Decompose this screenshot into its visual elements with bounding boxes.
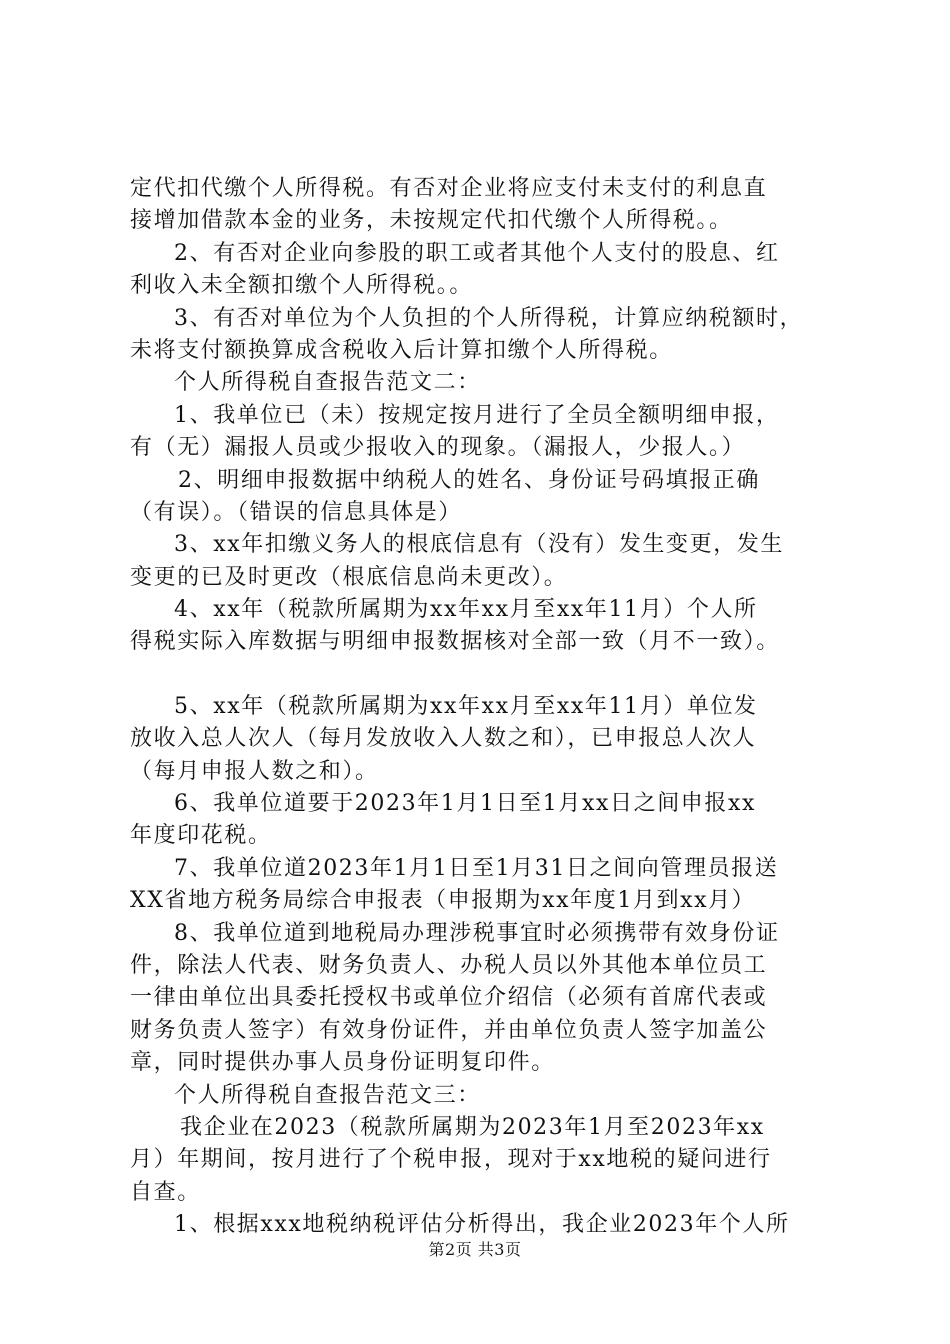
text-line: 财务负责人签字）有效身份证件，并由单位负责人签字加盖公 [130,1017,768,1043]
text-line: 变更的已及时更改（根底信息尚未更改）。 [130,564,568,590]
text-line: 利收入未全额扣缴个人所得税。。 [130,273,474,299]
text-line: （每月申报人数之和）。 [130,758,379,784]
document-body [130,173,850,1242]
text-line: 2、有否对企业向参股的职工或者其他个人支付的股息、红 [174,240,780,266]
text-line: 件，除法人代表、财务负责人、办税人员以外其他本单位员工 [130,952,768,978]
section-heading: 个人所得税自查报告范文三： [174,1082,481,1108]
text-line: 7、我单位道2023年1月1日至1月31日之间向管理员报送 [174,855,779,881]
text-line: 未将支付额换算成含税收入后计算扣缴个人所得税。 [130,337,673,363]
text-line: 5、xx年（税款所属期为xx年xx月至xx年11月）单位发 [174,693,758,719]
text-line: 年度印花税。 [130,823,272,849]
text-line: 得税实际入库数据与明细申报数据核对全部一致（月不一致）。 [130,629,780,655]
text-line: 有（无）漏报人员或少报收入的现象。（漏报人，少报人。） [130,435,746,461]
text-line: （有误）。（错误的信息具体是） [130,499,463,525]
text-line: XX省地方税务局综合申报表（申报期为xx年度1月到xx月） [130,888,756,914]
text-line: 8、我单位道到地税局办理涉税事宜时必须携带有效身份证 [174,920,780,946]
text-line: 放收入总人次人（每月发放收入人数之和），已申报总人次人 [130,726,757,752]
section-heading: 个人所得税自查报告范文二： [174,370,481,396]
text-line: 一律由单位出具委托授权书或单位介绍信（必须有首席代表或 [130,985,768,1011]
text-line: 6、我单位道要于2023年1月1日至1月xx日之间申报xx [174,791,757,817]
text-line: 3、xx年扣缴义务人的根底信息有（没有）发生变更，发生 [174,532,785,558]
text-line: 接增加借款本金的业务，未按规定代扣代缴个人所得税。。 [130,208,733,234]
text-line: 我企业在2023（税款所属期为2023年1月至2023年xx [180,1114,765,1140]
page-footer: 第2页 共3页 [428,1240,522,1259]
text-line: 3、有否对单位为个人负担的个人所得税，计算应纳税额时， [174,305,804,331]
text-line: 2、明细申报数据中纳税人的姓名、身份证号码填报正确 [178,467,760,493]
text-line: 自查。 [130,1179,201,1205]
text-line: 1、根据xxx地税纳税评估分析得出，我企业2023年个人所 [174,1212,790,1238]
text-line: 1、我单位已（未）按规定按月进行了全员全额明细申报， [174,402,780,428]
text-line: 章，同时提供办事人员身份证明复印件。 [130,1050,555,1076]
blank-line [130,659,850,691]
text-line: 定代扣代缴个人所得税。有否对企业将应支付未支付的利息直 [130,176,768,201]
text-line: 月）年期间，按月进行了个税申报，现对于xx地税的疑问进行 [130,1147,772,1173]
text-line: 4、xx年（税款所属期为xx年xx月至xx年11月）个人所 [174,597,758,623]
